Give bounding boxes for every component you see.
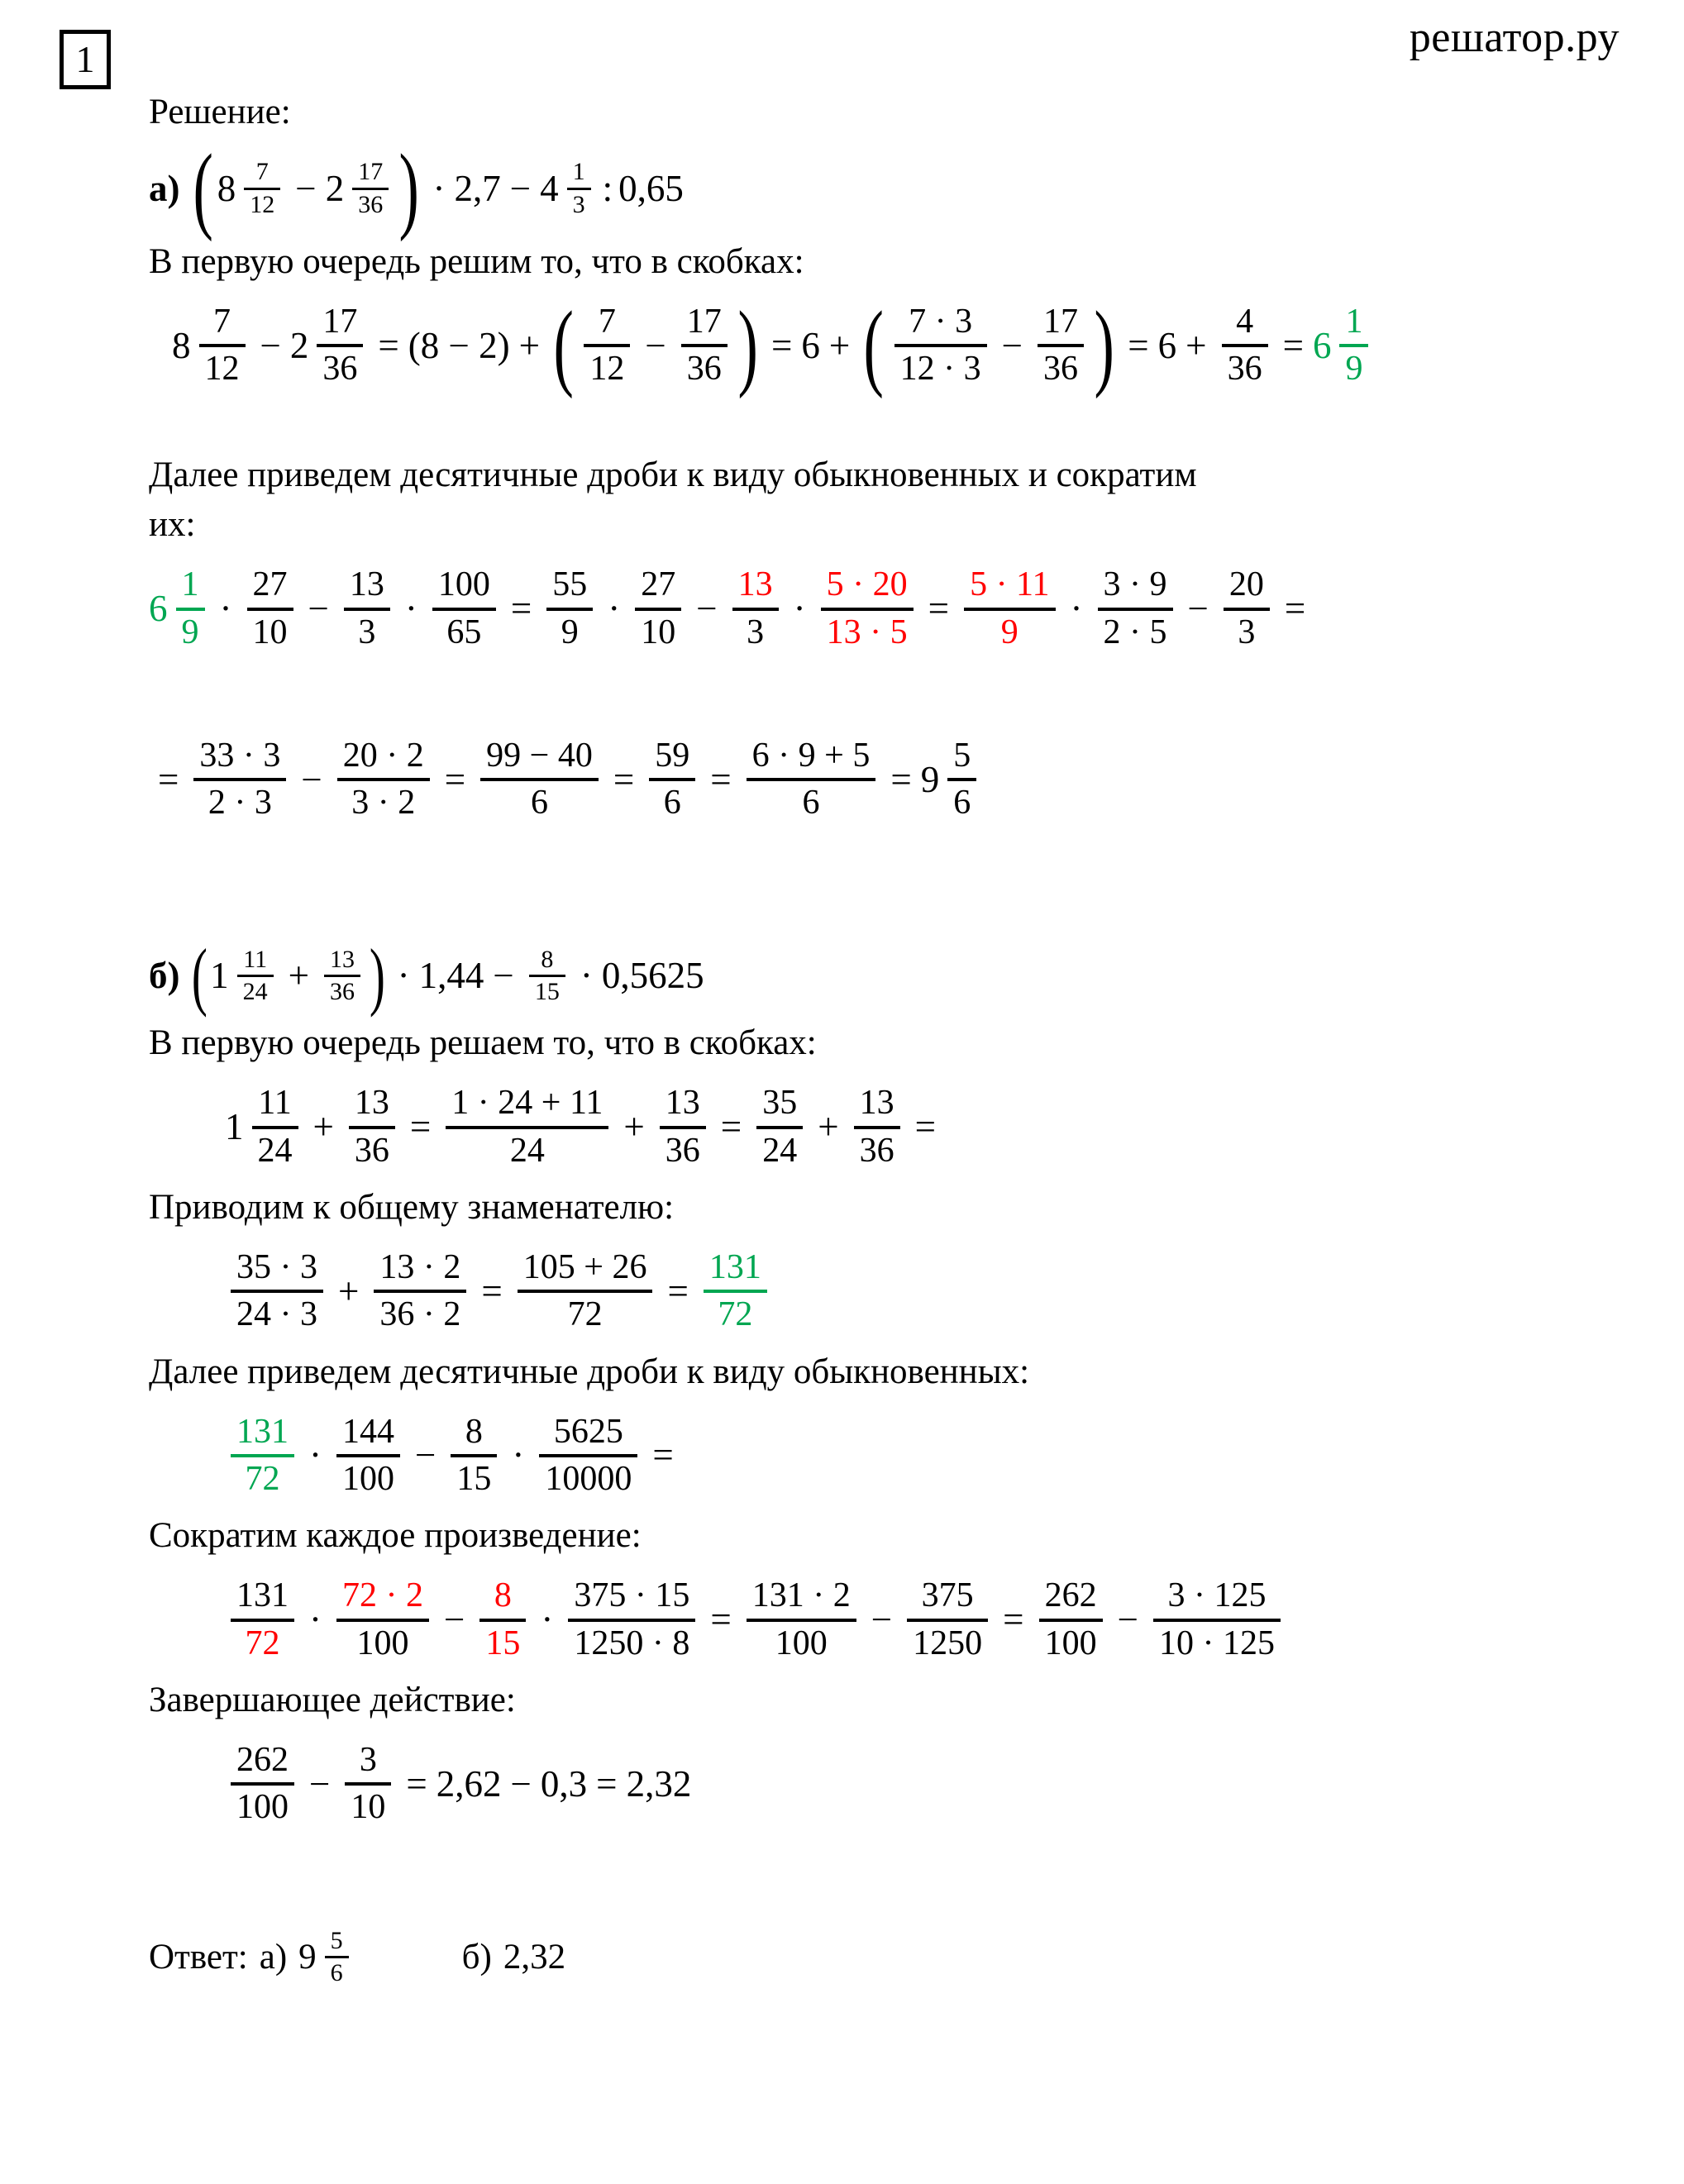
multiply-operator: · [580,955,593,997]
step-b3-equation [149,1414,1629,1499]
fraction-17-36: $\frac{17}{36}$ [352,159,389,218]
result-fraction-131-72: $\frac{131}{72}$ [704,1249,767,1334]
text-brackets-second: В первую очередь решаем то, что в скобках: [149,1023,817,1063]
expression-part-b [149,933,1629,1018]
text-common-denominator: Приводим к общему знаменателю: [149,1188,675,1228]
text-decimals-only: Далее приведем десятичные дроби к виду обыкновенных: [149,1352,1030,1391]
group-8-minus-2: (8 − 2) [408,324,510,366]
minus-operator: − [1001,324,1023,366]
fraction-8-15: $\frac{8}{15}$ [529,947,565,1006]
right-paren: ) [369,933,385,1018]
text-decimals-reduce: Далее приведем десятичные дроби к виду обыкновенных и сократим [149,455,1197,495]
fraction-7-12: $\frac{7}{12}$ [584,303,630,389]
solution-body [149,89,1629,1986]
fraction-1-3: $\frac{1}{3}$ [567,159,591,218]
mixed-number-8-7-12: 8 $\frac{7}{12}$ [172,303,251,389]
decimal-2-7: 2,7 [454,167,501,209]
equals-operator: = [613,758,635,800]
minus-operator: − [645,324,666,366]
minus-operator: − [1187,588,1209,630]
right-paren: ) [398,133,420,242]
equals-operator: = [914,1106,936,1148]
answer-line [149,1928,1629,1987]
expression-part-a [149,133,1629,242]
multiply-operator: · [219,588,232,630]
left-paren: ( [191,933,208,1018]
fraction-1-9: $\frac{1}{9}$ [1339,303,1368,389]
fraction-11-24: $\frac{11}{24}$ [252,1085,298,1170]
fraction-13-36: $\frac{13}{36}$ [349,1085,395,1170]
fraction-7x3-over-12x3: $\frac{7 \cdot 3}{12 \cdot 3}$ [894,303,987,389]
decimal-0-65: 0,65 [618,167,684,209]
problem-number-box [60,30,111,89]
equals-operator: = [710,758,732,800]
fraction-17-36: $\frac{17}{36}$ [317,303,363,389]
fraction-100-65: $\frac{100}{65}$ [432,566,496,651]
decimal-0-5625: 0,5625 [601,955,704,997]
fraction-7-12: $\frac{7}{12}$ [199,303,246,389]
plus-operator: + [288,955,310,997]
minus-operator: − [308,588,329,630]
fraction-5625-10000: $\frac{5625}{10000}$ [539,1414,637,1499]
right-paren: ) [737,290,758,399]
numerator-375x15: 375 · 15 [574,1576,690,1615]
equals-operator: = [1282,324,1304,366]
fraction-131-over-72-cancel: $\frac{131}{72}$ [231,1577,294,1662]
equals-operator: = [720,1106,742,1148]
fraction-3x125-over-10x125 [1153,1577,1281,1662]
multiply-operator: · [432,167,446,209]
fraction-59-6: $\frac{59}{6}$ [649,737,695,823]
step-b4-equation [149,1577,1629,1662]
mixed-number-4-1-3: 4 $\frac{1}{3}$ [540,159,597,218]
fraction-1-9: $\frac{1}{9}$ [176,566,205,651]
decimal-0-3: 0,3 [540,1762,588,1805]
colon-operator: : [602,167,613,209]
fraction-13-3: $\frac{13}{3}$ [344,566,390,651]
fraction-5x20-over-13x5: $\frac{5 \cdot 20}{13 \cdot 5}$ [821,566,914,651]
minus-operator: − [510,1762,532,1805]
denominator-10x125: 10 · 125 [1158,1624,1275,1662]
fraction-13-36: $\frac{13}{36}$ [660,1085,706,1170]
part-a-label: а) [149,167,180,209]
mixed-number-8-7-12: 8 $\frac{7}{12}$ [217,159,287,218]
fraction-375x15-over-1250x8 [568,1577,695,1662]
text-decimals-reduce-2: их: [149,505,196,545]
multiply-operator: · [793,588,806,630]
fraction-3x9-over-2x5: $\frac{3 \cdot 9}{2 \cdot 5}$ [1098,566,1173,651]
minus-operator: − [301,758,322,800]
minus-operator: − [415,1434,437,1476]
numerator-5x20: 5 · 20 [826,565,908,604]
denominator-1250x8: 1250 · 8 [574,1624,690,1662]
minus-operator: − [696,588,718,630]
fraction-144-100: $\frac{144}{100}$ [336,1414,400,1499]
equals-operator: = [444,758,466,800]
multiply-operator: · [309,1599,322,1641]
text-reduce-each: Сократим каждое произведение: [149,1516,642,1556]
minus-operator: − [260,324,281,366]
multiply-operator: · [541,1599,554,1641]
fraction-262-100: $\frac{262}{100}$ [1039,1577,1103,1662]
step-b1-equation [149,1085,1629,1170]
step-a1-equation [149,290,1629,399]
left-paren: ( [553,290,574,399]
fraction-131-72: $\frac{131}{72}$ [231,1414,294,1499]
answer-a-value: 9 $\frac{5}{6}$ [298,1928,355,1987]
plus-operator: + [818,1106,839,1148]
minus-operator: − [1117,1599,1138,1641]
left-paren: ( [192,133,213,242]
multiply-operator: · [397,955,410,997]
result-mixed-6-1-9: 6 $\frac{1}{9}$ [1313,303,1375,389]
plus-operator: + [828,324,851,366]
fraction-72x2-over-100: $\frac{72 \cdot 2}{100}$ [336,1577,429,1662]
fraction-7-12: $\frac{7}{12}$ [244,159,280,218]
site-watermark: решатор.ру [1409,14,1620,61]
left-paren: ( [863,290,885,399]
equals-operator: = [406,1762,427,1805]
equals-operator: = [1003,1599,1024,1641]
numerator-3x125: 3 · 125 [1167,1576,1267,1615]
multiply-operator: · [404,588,417,630]
equals-operator: = [158,758,179,800]
fraction-262-100: $\frac{262}{100}$ [231,1742,294,1827]
fraction-13-36: $\frac{13}{36}$ [854,1085,900,1170]
mixed-number-6-1-9: 6 $\frac{1}{9}$ [149,566,211,651]
decimal-1-44: 1,44 [418,955,484,997]
fraction-4-36: $\frac{4}{36}$ [1222,303,1268,389]
mixed-number-1-11-24: 1 $\frac{11}{24}$ [210,947,279,1006]
step-a3-equation [149,737,1629,823]
fraction-5-6: $\frac{5}{6}$ [325,1928,349,1987]
equals-operator: = [890,758,912,800]
fraction-5-6: $\frac{5}{6}$ [947,737,976,823]
fraction-11-24: $\frac{11}{24}$ [237,947,274,1006]
step-a2-equation [149,566,1629,651]
fraction-20x2-over-3x2: $\frac{20 \cdot 2}{3 \cdot 2}$ [337,737,430,823]
equals-operator: = [652,1434,674,1476]
plus-operator: + [1185,324,1207,366]
decimal-2-32: 2,32 [626,1762,692,1805]
fraction-35-24: $\frac{35}{24}$ [756,1085,803,1170]
equals-operator: = [409,1106,432,1148]
step-b5-equation [149,1742,1629,1827]
fraction-27-10: $\frac{27}{10}$ [247,566,293,651]
fraction-375-1250: $\frac{375}{1250}$ [907,1577,988,1662]
multiply-operator: · [1070,588,1083,630]
text-final-action: Завершающее действие: [149,1680,516,1719]
answer-b-label: б) [461,1937,492,1977]
equals-operator: = [1284,588,1306,630]
plus-operator: + [623,1106,645,1148]
numerator-72x2: 72 · 2 [342,1576,423,1615]
multiply-operator: · [608,588,621,630]
fraction-33x3-over-2x3: $\frac{33 \cdot 3}{2 \cdot 3}$ [193,737,286,823]
equals-operator: = [378,324,399,366]
equals-operator: = [771,324,793,366]
minus-operator: − [871,1599,893,1641]
right-paren: ) [1094,290,1114,399]
multiply-operator: · [309,1434,322,1476]
fraction-35x3-over-24x3: $\frac{35 \cdot 3}{24 \cdot 3}$ [231,1249,323,1334]
fraction-17-36: $\frac{17}{36}$ [1038,303,1084,389]
answer-b-value: 2,32 [503,1937,566,1977]
value-6: 6 [801,324,820,366]
answer-label: Ответ: [149,1937,248,1977]
answer-a-label: а) [259,1937,288,1977]
fraction-17-36: $\frac{17}{36}$ [681,303,728,389]
fraction-8-15: $\frac{8}{15}$ [451,1414,497,1499]
fraction-27-10: $\frac{27}{10}$ [635,566,681,651]
fraction-131x2-over-100: $\frac{131 \cdot 2}{100}$ [747,1577,856,1662]
fraction-5x11-over-9: $\frac{5 \cdot 11}{9}$ [964,566,1055,651]
plus-operator: + [518,324,541,366]
mixed-number-2-17-36: 2 $\frac{17}{36}$ [326,159,395,218]
multiply-operator: · [512,1434,525,1476]
plus-operator: + [338,1270,360,1312]
part-b-label: б) [149,955,180,997]
equals-operator: = [596,1762,618,1805]
value-6: 6 [1157,324,1177,366]
fraction-3-10: $\frac{3}{10}$ [345,1742,391,1827]
equals-operator: = [1128,324,1149,366]
fraction-13-3-cancel: $\frac{13}{3}$ [732,566,779,651]
text-brackets-first: В первую очередь решим то, что в скобках: [149,241,804,281]
minus-operator: − [309,1762,331,1805]
minus-operator: − [509,167,532,209]
fraction-6x9plus5-over-6: $\frac{6 \cdot 9 + 5}{6}$ [747,737,876,823]
problem-number: 1 [75,38,95,80]
equals-operator: = [710,1599,732,1641]
plus-operator: + [312,1106,334,1148]
equals-operator: = [667,1270,689,1312]
fraction-20-3: $\frac{20}{3}$ [1224,566,1270,651]
fraction-55-9: $\frac{55}{9}$ [546,566,593,651]
step-b2-equation [149,1249,1629,1334]
equals-operator: = [510,588,532,630]
fraction-1x24plus11-over-24: $\frac{1 \cdot 24 + 11}{24}$ [446,1085,608,1170]
fraction-105plus26-over-72: $\frac{105 + 26}{72}$ [518,1249,653,1334]
fraction-13x2-over-36x2: $\frac{13 \cdot 2}{36 \cdot 2}$ [374,1249,466,1334]
result-mixed-9-5-6: 9 $\frac{5}{6}$ [921,737,983,823]
solution-heading: Решение: [149,93,291,131]
minus-operator: − [493,955,514,997]
mixed-number-1-11-24: 1 $\frac{11}{24}$ [225,1085,304,1170]
minus-operator: − [295,167,317,209]
equals-operator: = [928,588,950,630]
fraction-13-36: $\frac{13}{36}$ [324,947,360,1006]
fraction-8-15-cancel: $\frac{8}{15}$ [479,1577,526,1662]
fraction-99minus40-over-6: $\frac{99 - 40}{6}$ [480,737,599,823]
minus-operator: − [444,1599,465,1641]
equals-operator: = [481,1270,503,1312]
decimal-2-62: 2,62 [436,1762,502,1805]
mixed-number-2-17-36: 2 $\frac{17}{36}$ [290,303,370,389]
